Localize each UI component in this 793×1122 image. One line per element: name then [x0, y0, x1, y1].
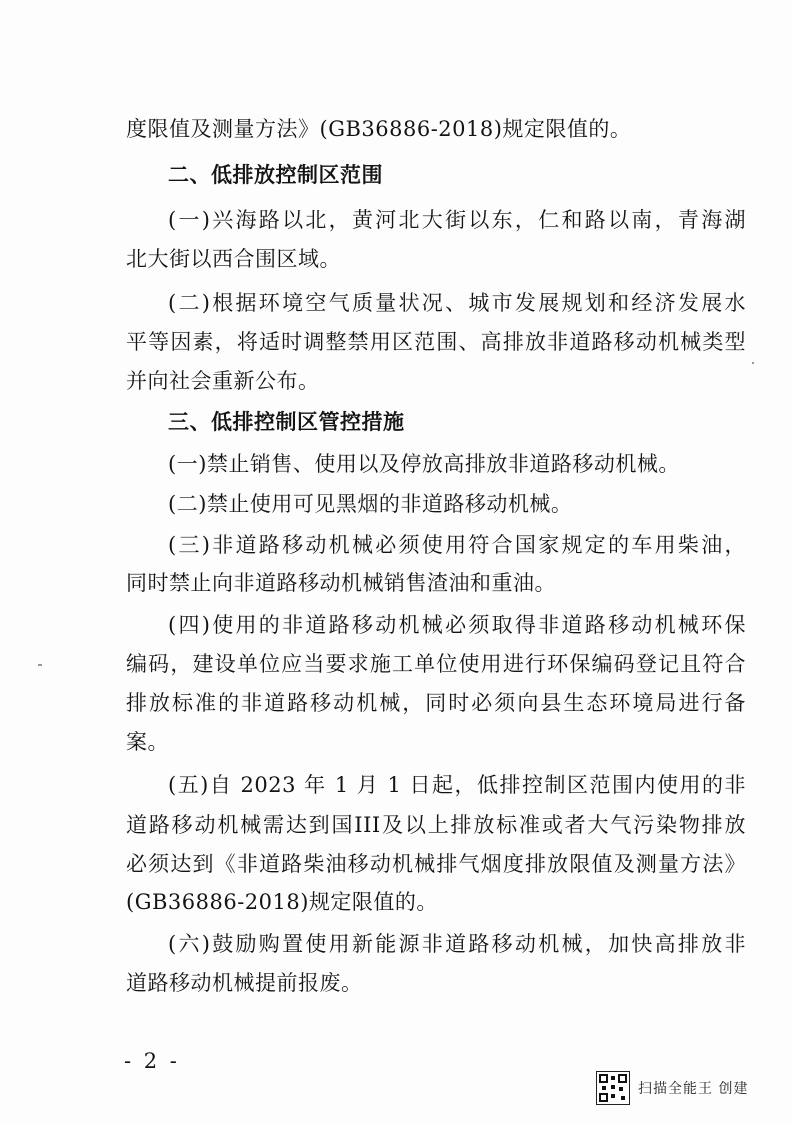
text-line: (一)禁止销售、使用以及停放高排放非道路移动机械。	[168, 452, 680, 476]
text-line: (六)鼓励购置使用新能源非道路移动机械，加快高排放非	[168, 932, 746, 956]
section-heading: 三、低排控制区管控措施	[168, 410, 405, 434]
text-line: 案。	[126, 730, 169, 754]
page-number: - 2 -	[124, 1049, 180, 1073]
text-line: (二)根据环境空气质量状况、城市发展规划和经济发展水	[168, 291, 746, 315]
section-heading: 二、低排放控制区范围	[168, 163, 383, 187]
text-line: 道路移动机械提前报废。	[126, 971, 363, 995]
watermark-text: 扫描全能王 创建	[638, 1081, 749, 1097]
text-line: 排放标准的非道路移动机械，同时必须向县生态环境局进行备	[126, 691, 746, 715]
text-line: (二)禁止使用可见黑烟的非道路移动机械。	[168, 492, 573, 516]
text-line: 北大街以西合围区域。	[126, 247, 341, 271]
scanner-watermark	[596, 1068, 748, 1108]
text-line: (三)非道路移动机械必须使用符合国家规定的车用柴油，	[168, 533, 746, 557]
qr-code-icon	[596, 1071, 630, 1105]
text-line: (GB36886-2018)规定限值的。	[126, 890, 438, 914]
text-line: 编码，建设单位应当要求施工单位使用进行环保编码登记且符合	[126, 652, 746, 676]
scan-speck	[38, 664, 42, 666]
text-line: 度限值及测量方法》(GB36886-2018)规定限值的。	[126, 117, 632, 141]
text-line: 同时禁止向非道路移动机械销售渣油和重油。	[126, 571, 556, 595]
text-line: 平等因素，将适时调整禁用区范围、高排放非道路移动机械类型	[126, 330, 746, 354]
text-line: (四)使用的非道路移动机械必须取得非道路移动机械环保	[168, 613, 746, 637]
scan-speck	[752, 362, 754, 364]
text-line: 道路移动机械需达到国III及以上排放标准或者大气污染物排放	[126, 813, 746, 837]
text-line: (五)自 2023 年 1 月 1 日起，低排控制区范围内使用的非	[168, 773, 746, 797]
text-line: 并向社会重新公布。	[126, 369, 320, 393]
text-line: (一)兴海路以北，黄河北大街以东，仁和路以南，青海湖	[168, 208, 746, 232]
text-line: 必须达到《非道路柴油移动机械排气烟度排放限值及测量方法》	[126, 852, 746, 876]
